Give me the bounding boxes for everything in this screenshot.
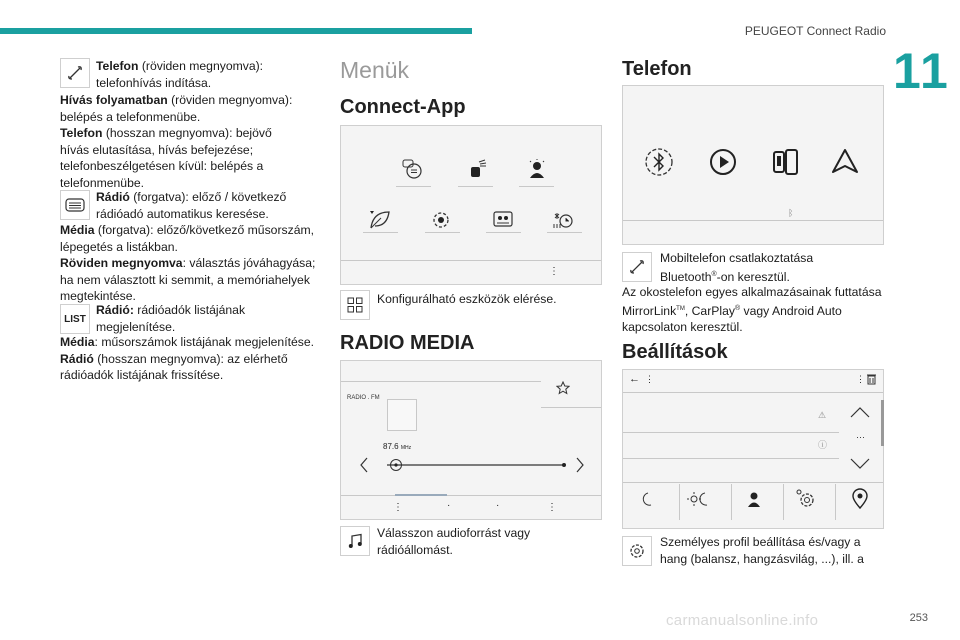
- station-artwork: [387, 399, 417, 431]
- settings-gear-icon: [795, 488, 817, 510]
- contacts-card-icon: [491, 208, 515, 230]
- dot-icon: ·: [496, 500, 500, 511]
- radio-list-text: Rádió: rádióadók listájának megjelenítése.: [96, 303, 246, 334]
- call-text-block: Hívás folyamatban (röviden megnyomva): belépés a telefonmenübe. Telefon (hosszan megnyomva): bejövő hívás elutasítása, hívás befejezése; telefonbeszélgetésen kívül: belépés a telefonmenübe.: [60, 93, 293, 190]
- radio-band-label: RADIO . FM: [347, 395, 380, 401]
- trash-icon: [866, 373, 877, 385]
- radio-rotate-text: Rádió (forgatva): előző / következő rádióadó automatikus keresése.: [96, 190, 287, 221]
- menu-dots-icon: ⋮: [393, 502, 403, 513]
- scroll-down-icon: [849, 458, 871, 470]
- connect-app-screenshot: [340, 125, 602, 285]
- menus-heading: Menük: [340, 57, 410, 83]
- connect-app-heading: Connect-App: [340, 96, 466, 118]
- radio-media-heading: RADIO MEDIA: [340, 332, 475, 354]
- frequency-tuning-slider: [387, 459, 567, 471]
- radio-media-screenshot: [340, 360, 602, 520]
- profile-icon: [745, 490, 763, 508]
- more-options-icon: ⋮: [547, 502, 557, 513]
- frequency-readout: 87.6 MHz: [383, 442, 412, 451]
- eco-leaf-icon: [367, 208, 393, 230]
- list-button-icon: LIST: [60, 304, 90, 334]
- settings-gear-icon: [622, 536, 652, 566]
- settings-caption: Személyes profil beállítása és/vagy a hang (balansz, hangzásvilág, ...), ill. a: [660, 535, 864, 566]
- apps-grid-icon: [340, 290, 370, 320]
- settings-screenshot: [622, 369, 884, 529]
- location-privacy-icon: [849, 488, 871, 510]
- telefon-caption-a: Mobiltelefon csatlakoztatása Bluetooth®-on keresztül.: [660, 251, 814, 284]
- phone-button-icon: [60, 58, 90, 88]
- telefon-caption-b: Az okostelefon egyes alkalmazásainak futtatása MirrorLink™, CarPlay® vagy Android Auto kapcsolaton keresztül.: [622, 285, 882, 335]
- next-station-icon: [575, 457, 585, 473]
- carplay-icon: [707, 146, 739, 178]
- phone-connect-icon: [622, 252, 652, 282]
- music-note-icon: [340, 526, 370, 556]
- bluetooth-status-icon: ᛒ: [788, 208, 794, 218]
- active-tab-indicator: [395, 494, 447, 496]
- telefon-screenshot: [622, 85, 884, 245]
- media-list-text: Média: műsorszámok listájának megjelenítése. Rádió (hosszan megnyomva): az elérhető rádióadók listájának frissítése.: [60, 335, 315, 382]
- header-accent-bar: [0, 28, 472, 34]
- vehicle-settings-icon: [429, 208, 453, 230]
- bluetooth-icon: [643, 146, 675, 178]
- rotary-knob-icon: [60, 190, 90, 220]
- beallitasok-heading: Beállítások: [622, 341, 728, 363]
- info-icon: ⓘ: [818, 440, 828, 450]
- back-arrow-icon: ←: [629, 373, 640, 385]
- scrollbar: [881, 400, 884, 446]
- menu-dots-icon: ⋮: [645, 374, 654, 384]
- warning-icon: ⚠: [818, 410, 827, 420]
- page-dots-icon: ···: [856, 432, 865, 442]
- more-options-icon: ⋮: [549, 266, 559, 277]
- night-mode-icon: [639, 490, 657, 508]
- scroll-up-icon: [849, 406, 871, 418]
- fuel-app-icon: [467, 158, 489, 180]
- page-number: 253: [909, 612, 928, 624]
- previous-station-icon: [359, 457, 369, 473]
- chapter-number: 11: [893, 43, 950, 99]
- connect-app-caption: Konfigurálható eszközök elérése.: [377, 292, 557, 306]
- telefon-heading: Telefon: [622, 58, 692, 80]
- mirrorlink-icon: [769, 146, 801, 178]
- voice-assistant-icon: [401, 158, 425, 180]
- air-conditioning-timer-icon: [551, 208, 575, 230]
- radio-media-caption: Válasszon audioforrást vagy rádióállomást.: [377, 526, 531, 557]
- favorite-star-icon: [556, 381, 570, 395]
- dot-icon: ·: [447, 500, 451, 511]
- more-options-icon: ⋮: [856, 374, 865, 384]
- user-profile-icon: [526, 158, 548, 180]
- telefon-short-text: Telefon (röviden megnyomva): telefonhívás indítása.: [96, 59, 264, 90]
- brightness-icon: [687, 490, 713, 508]
- android-auto-icon: [829, 146, 861, 178]
- media-rotate-text: Média (forgatva): előző/következő műsorszám, lépegetés a listákban. Röviden megnyomva: választás jóváhagyása; ha nem választott ki semmit, a memóriahelyek megtekintése.: [60, 223, 316, 303]
- watermark: carmanualsonline.info: [666, 612, 819, 629]
- header-title: PEUGEOT Connect Radio: [744, 24, 886, 38]
